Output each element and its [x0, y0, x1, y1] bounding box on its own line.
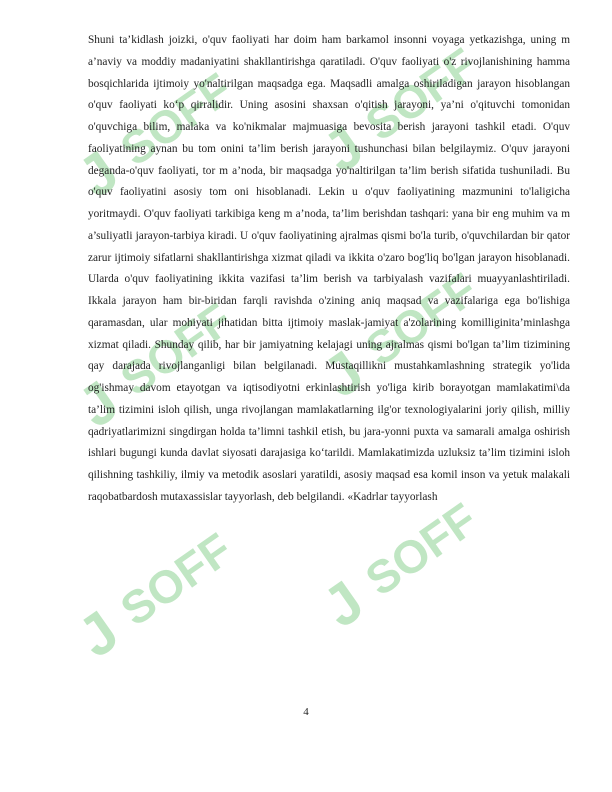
watermark-word: SOFF — [111, 522, 242, 636]
watermark-word: SOFF — [356, 492, 487, 606]
watermark-word: SOFF — [356, 262, 487, 376]
page-number: 4 — [303, 706, 309, 718]
watermark-letter: J — [66, 368, 131, 441]
watermark-word: SOFF — [356, 37, 487, 151]
watermark-word: SOFF — [111, 62, 242, 176]
watermark-letter: J — [311, 113, 376, 186]
watermark-letter: J — [66, 138, 131, 211]
paragraph: Shuni ta’kidlash joizki, o'quv faoliyati har doim ham barkamol insonni voyaga yetkazishga, uning m a’naviy va moddiy madaniyatini shakllantirishga qaratiladi. O'quv faoliyati o'z rivojlanishining hamma bosqichlarida ijtimoiy yo'naltirilgan maqsadga ega. Maqsadli amalga oshiriladigan jarayon hisoblangan o'quv faoliyati ko‘p qirralidir. Uning asosini shaxsan o'qitish jarayoni, ya’ni o'qituvchi tomonidan o'quvchiga bilim, malaka va ko'nikmalar majmuasiga bevosita berish jarayoni tashkil etadi. O'quv faoliyatining aynan bu tom onini ta’lim berish jarayoni tushunchasi bilan belgilaymiz. O'quv jarayoni deganda-o'quv faoliyati, tor m a’noda, bir maqsadga yo'naltirilgan ta’lim berish sifatida tushuniladi. Bu o'quv faoliyatini asosiy tom oni hisoblanadi. Lekin u o'quv faoliyatining mazmunini to'laligicha yoritmaydi. O'quv faoliyati tarkibiga keng m a’noda, ta’lim berishdan tashqari: yana bir eng muhim va m a’suliyatli jarayon-tarbiya kiradi. U o'quv faoliyatining ajralmas qismi bo'la turib, o'quvchilardan bir qator zarur ijtimoiy sifatlarni shakllantirishga xizmat qiladi va ikkita o'zaro bog'liq bo'lgan jarayon hisoblanadi. Ularda o'quv faoliyatining ikkita vazifasi ta’lim berish va tarbiyalash vazifalari muayyanlashtiriladi. Ikkala jarayon ham bir-biridan farqli ravishda o'zining aniq maqsad va vazifalariga ega bo'lishiga qaramasdan, ular mohiyati jihatidan bitta ijtimoiy maslak-jamiyat a'zolarining komilliginita’minlashga xizmat qiladi. Shunday qilib, har bir jamiyatning kelajagi uning ajralmas qismi bo'lgan ta’lim tizimining qay darajada rivojlanganligi bilan belgilanadi. Mustaqillikni mustahkamlashning strategik yo'lida og'ishmay davom etayotgan va iqtisodiyotni erkinlashtirish yo'liga kirib borayotgan mamlakatimi\da ta’lim tizimini isloh qilish, unga rivojlangan mamlakatlarning ilg'or texnologiyalarini joriy qilish, milliy qadriyatlarimizni singdirgan holda ta’limni tashkil etish, bu jara-yonni puxta va samarali amalga oshirish ishlari bugungi kunda davlat siyosati darajasiga ko‘tarildi. Mamlakatimizda uzluksiz ta’lim tizimini isloh qilishning tashkiliy, ilmiy va metodik asoslari yaratildi, asosiy maqsad esa komil inson va yetuk malakali raqobatbardosh mutaxassislar tayyorlash, deb belgilandi. «Kadrlar tayyorlash — [88, 34, 570, 503]
watermark-letter: J — [311, 338, 376, 411]
body-text — [88, 30, 570, 710]
watermark-letter: J — [66, 598, 131, 671]
watermark-letter: J — [311, 568, 376, 641]
watermark-word: SOFF — [111, 292, 242, 406]
